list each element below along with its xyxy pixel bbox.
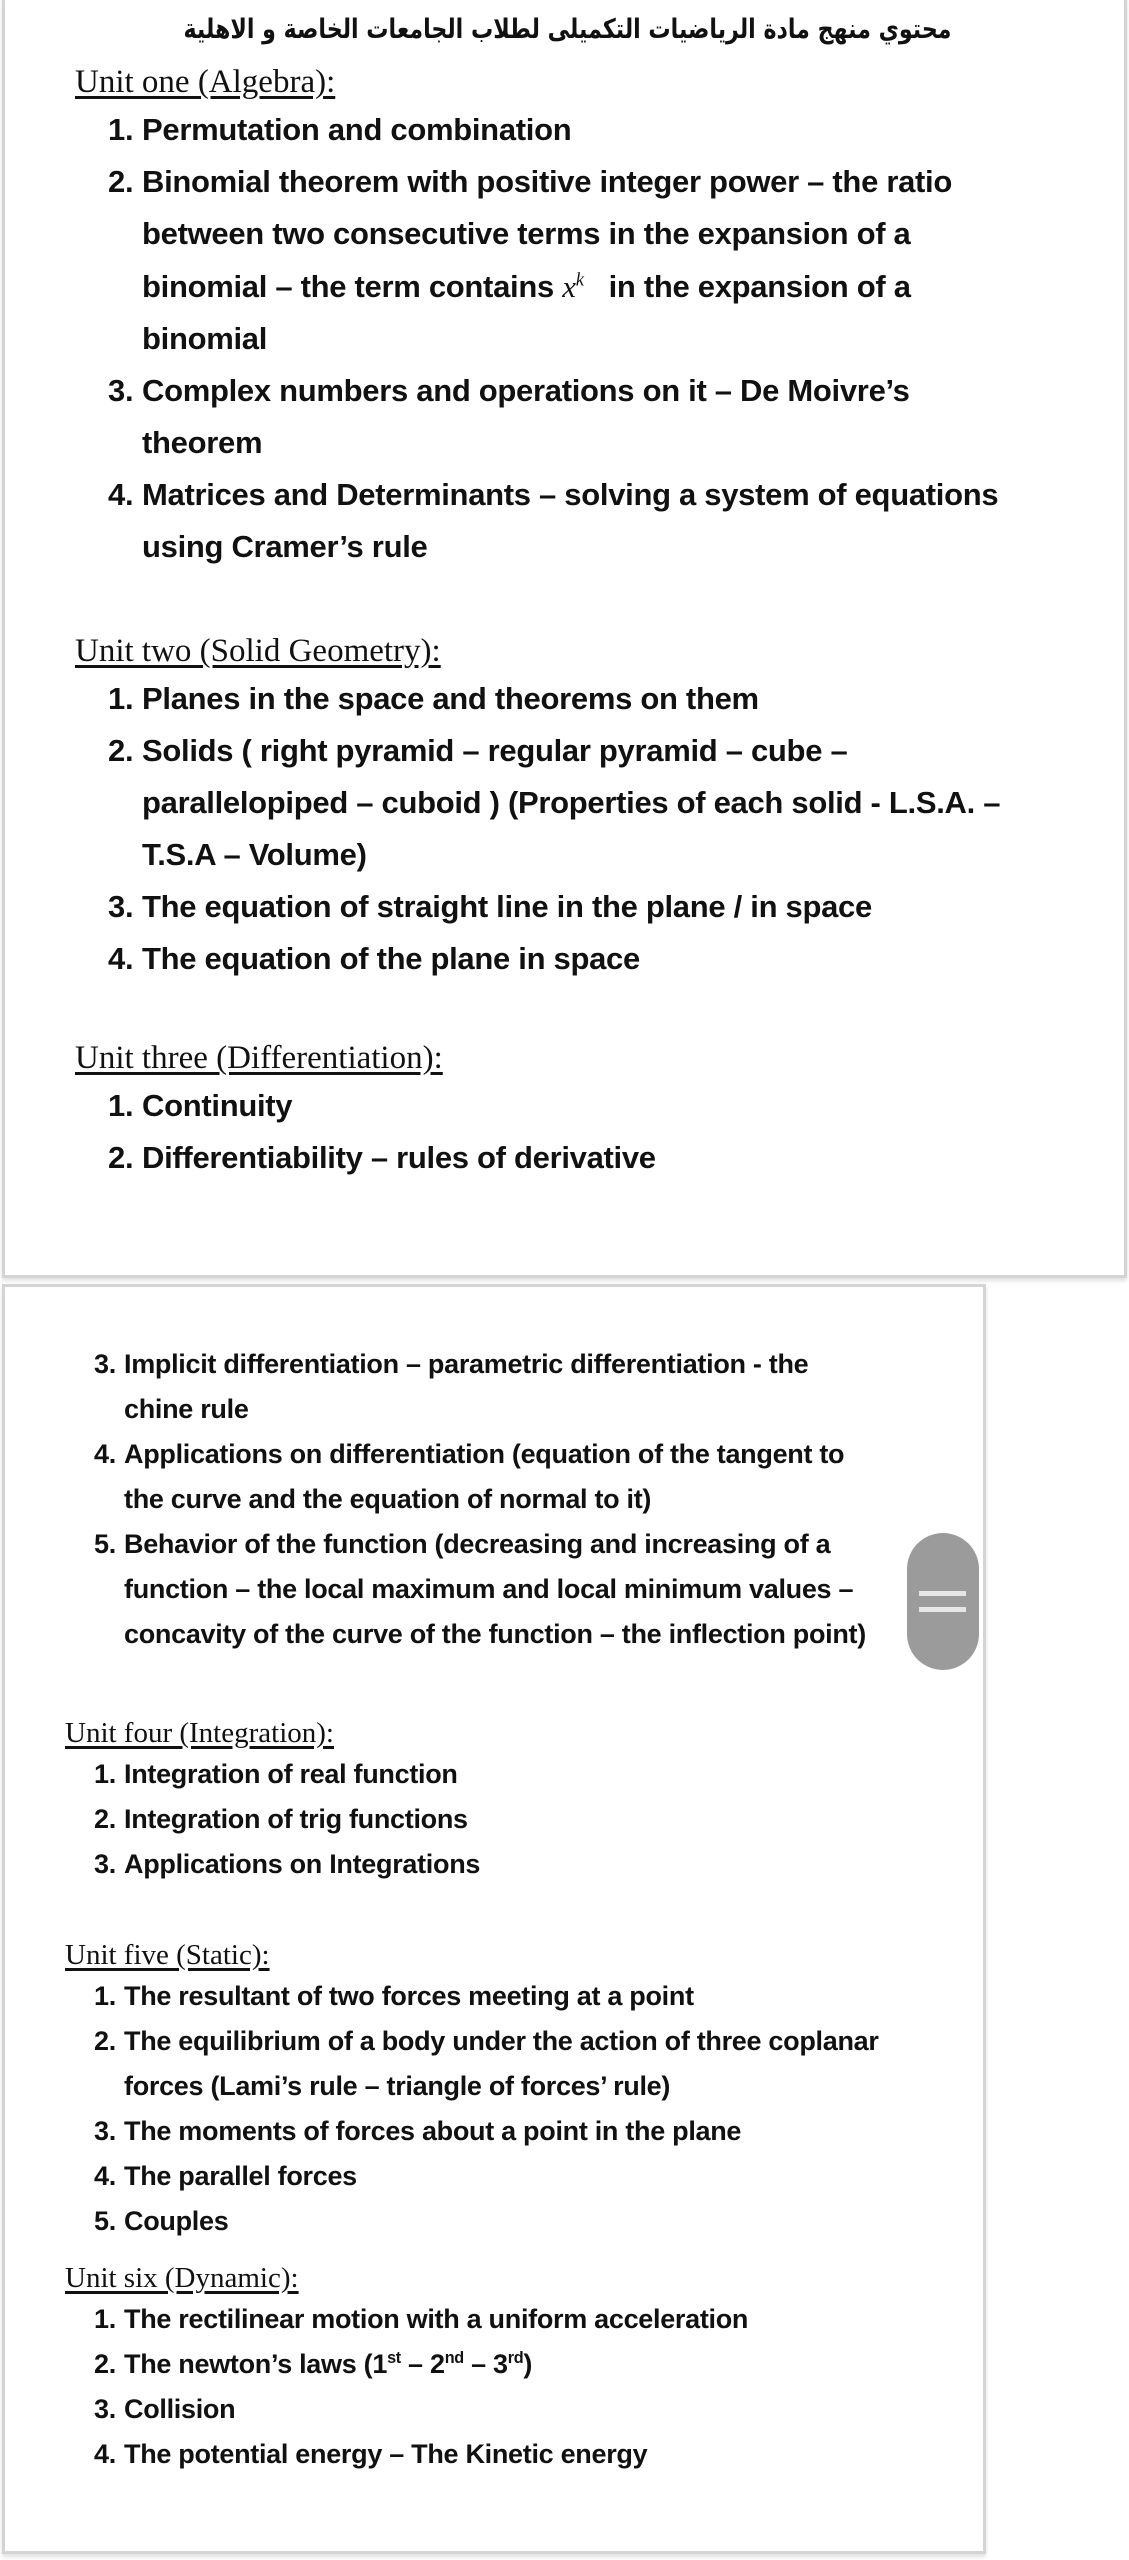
list-item (94, 1981, 694, 2012)
list-item (108, 941, 640, 977)
item-text-continued: parallelopiped – cuboid ) (Properties of each solid - L.S.A. – (142, 785, 1001, 820)
document-title: محتوي منهج مادة الرياضيات التكميلى لطلاب الجامعات الخاصة و الاهلية (183, 14, 952, 45)
list-item (94, 1529, 830, 1560)
item-text-continued: using Cramer’s rule (142, 529, 428, 564)
item-number: 3. (94, 1849, 116, 1879)
list-item (108, 477, 998, 513)
item-text: Differentiability – rules of derivative (142, 1140, 656, 1175)
item-number: 2. (108, 1140, 134, 1175)
item-text: Couples (124, 2206, 229, 2236)
item-number: 1. (108, 112, 134, 147)
item-text: Matrices and Determinants – solving a system of equations (142, 477, 999, 512)
list-item (94, 2161, 357, 2192)
item-number: 5. (94, 1529, 116, 1559)
list-item (94, 2206, 228, 2237)
ordinal-suffix: nd (444, 2349, 464, 2367)
math-exponent: k (575, 269, 584, 291)
item-text-continued: chine rule (124, 1394, 249, 1424)
item-text-continued: binomial (142, 321, 268, 356)
unit-five-heading: Unit five (Static): (65, 1939, 270, 1971)
item-text: Continuity (142, 1088, 293, 1123)
item-number: 3. (94, 2116, 116, 2146)
list-item (94, 1804, 468, 1835)
item-text: The newton’s laws (1 (124, 2349, 388, 2379)
document-page-2 (2, 1284, 986, 2554)
item-number: 3. (94, 2394, 116, 2424)
item-text: Planes in the space and theorems on them (142, 681, 759, 716)
item-text: The moments of forces about a point in the plane (124, 2116, 742, 2146)
item-text: Permutation and combination (142, 112, 572, 147)
item-number: 1. (108, 1088, 134, 1123)
item-number: 2. (94, 2026, 116, 2056)
item-number: 2. (108, 733, 134, 768)
item-text: The rectilinear motion with a uniform acceleration (124, 2304, 749, 2334)
item-text: The equation of the plane in space (142, 941, 640, 976)
item-text: The resultant of two forces meeting at a point (124, 1981, 694, 2011)
item-text-continued (142, 269, 911, 305)
item-text: Integration of real function (124, 1759, 458, 1789)
item-text: Solids ( right pyramid – regular pyramid – cube – (142, 733, 848, 768)
unit-six-heading: Unit six (Dynamic): (65, 2262, 299, 2294)
item-number: 1. (94, 1981, 116, 2011)
item-text: Implicit differentiation – parametric differentiation - the (124, 1349, 809, 1379)
item-text: – 3 (463, 2349, 508, 2379)
list-item (108, 1088, 292, 1124)
item-text: The equilibrium of a body under the action of three coplanar (124, 2026, 879, 2056)
item-text: in the expansion of a (608, 269, 911, 304)
item-text: – 2 (400, 2349, 445, 2379)
unit-two-heading: Unit two (Solid Geometry): (75, 633, 441, 669)
item-text-continued: theorem (142, 425, 263, 460)
item-text: Collision (124, 2394, 236, 2424)
list-item (108, 373, 910, 409)
item-number: 3. (108, 889, 134, 924)
unit-four-heading: Unit four (Integration): (65, 1717, 334, 1749)
item-text-continued: function – the local maximum and local minimum values – (124, 1574, 854, 1604)
list-item (94, 1349, 808, 1380)
item-number: 3. (94, 1349, 116, 1379)
item-number: 4. (94, 1439, 116, 1469)
item-number: 3. (108, 373, 134, 408)
item-text-continued: T.S.A – Volume) (142, 837, 367, 872)
item-number: 1. (94, 2304, 116, 2334)
item-number: 2. (94, 1804, 116, 1834)
item-text-continued: forces (Lami’s rule – triangle of forces’ rule) (124, 2071, 671, 2101)
item-number: 1. (94, 1759, 116, 1789)
item-text: Integration of trig functions (124, 1804, 468, 1834)
list-item (94, 2116, 741, 2147)
list-item (94, 2394, 235, 2425)
list-item (108, 164, 952, 200)
item-text: The equation of straight line in the plane / in space (142, 889, 872, 924)
item-text: Applications on Integrations (124, 1849, 481, 1879)
list-item (94, 2349, 532, 2380)
list-item (94, 2026, 879, 2057)
item-number: 1. (108, 681, 134, 716)
list-item (94, 2304, 748, 2335)
item-text: Applications on differentiation (equation of the tangent to (124, 1439, 845, 1469)
ordinal-suffix: rd (507, 2349, 524, 2367)
item-number: 4. (108, 477, 134, 512)
item-number: 4. (94, 2161, 116, 2191)
list-item (108, 112, 571, 148)
unit-one-heading: Unit one (Algebra): (75, 64, 336, 100)
item-text-continued: the curve and the equation of normal to it) (124, 1484, 652, 1514)
math-base: x (562, 269, 576, 304)
list-item (108, 889, 872, 925)
list-item (94, 2439, 647, 2470)
unit-three-heading: Unit three (Differentiation): (75, 1040, 443, 1076)
list-item (108, 681, 759, 717)
document-page-1 (2, 0, 1127, 1278)
list-item (108, 733, 847, 769)
item-text: ) (523, 2349, 533, 2379)
item-text: The parallel forces (124, 2161, 357, 2191)
item-text-continued: concavity of the curve of the function – the inflection point) (124, 1619, 866, 1649)
item-number: 2. (94, 2349, 116, 2379)
item-number: 5. (94, 2206, 116, 2236)
item-text: The potential energy – The Kinetic energy (124, 2439, 648, 2469)
item-text: Behavior of the function (decreasing and increasing of a (124, 1529, 831, 1559)
ordinal-suffix: st (387, 2349, 401, 2367)
item-text: Complex numbers and operations on it – De Moivre’s (142, 373, 910, 408)
list-item (94, 1439, 844, 1470)
list-item (94, 1759, 458, 1790)
list-item (108, 1140, 656, 1176)
item-text: binomial – the term contains (142, 269, 554, 304)
scroll-drag-handle[interactable] (907, 1533, 979, 1670)
math-expression (562, 269, 583, 304)
item-number: 2. (108, 164, 134, 199)
list-item (94, 1849, 480, 1880)
item-text-continued: between two consecutive terms in the expansion of a (142, 216, 911, 251)
item-text: Binomial theorem with positive integer power – the ratio (142, 164, 952, 199)
item-number: 4. (108, 941, 134, 976)
item-number: 4. (94, 2439, 116, 2469)
